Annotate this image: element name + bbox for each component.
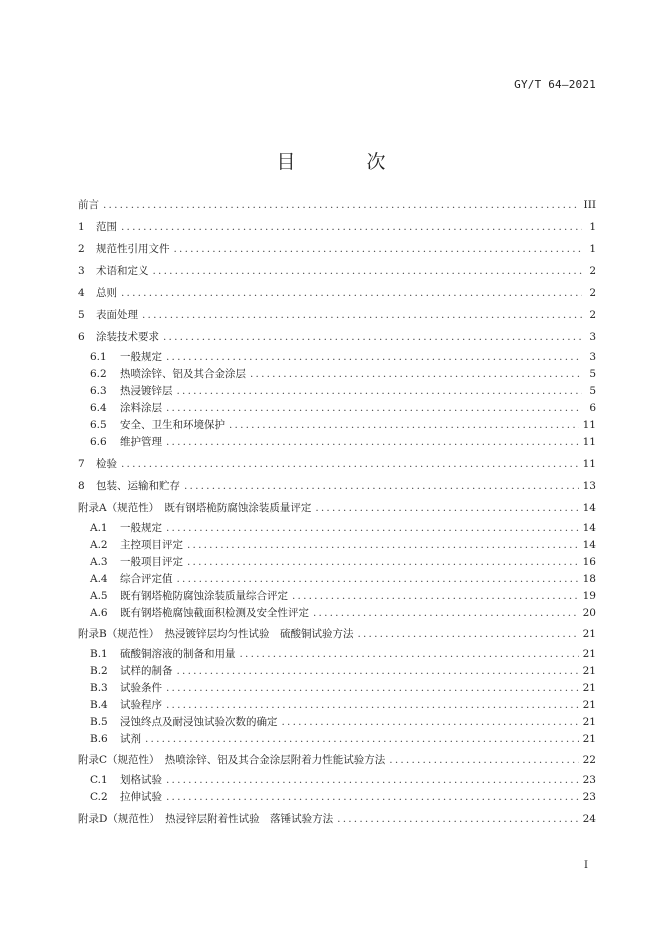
- toc-entry-label: 既有钢塔桅防腐蚀涂装质量综合评定: [120, 590, 288, 602]
- toc-entry[interactable]: [78, 522, 596, 535]
- toc-leader-dots: [337, 813, 578, 826]
- toc-entry-label: 前言: [78, 199, 99, 211]
- toc-leader-dots: [103, 199, 580, 212]
- toc-entry-page: 11: [582, 458, 596, 470]
- toc-entry[interactable]: [78, 480, 596, 493]
- toc-entry-label: 表面处理: [96, 309, 138, 321]
- toc-entry-number: A.6: [90, 607, 108, 619]
- toc-leader-dots: [166, 351, 582, 364]
- toc-entry-number: 7: [78, 458, 85, 470]
- toc-entry-label: 热浸镀锌层: [120, 385, 173, 397]
- toc-entry-number: B.5: [90, 716, 108, 728]
- toc-leader-dots: [315, 502, 578, 515]
- toc-entry-page: 21: [582, 699, 596, 711]
- toc-leader-dots: [357, 628, 578, 641]
- toc-entry-page: 23: [582, 791, 596, 803]
- toc-entry[interactable]: [78, 502, 596, 515]
- toc-entry-number: 5: [78, 309, 85, 321]
- toc-entry-page: 2: [589, 287, 596, 299]
- toc-entry[interactable]: [78, 573, 596, 586]
- toc-entry-page: 5: [589, 368, 596, 380]
- toc-entry-label: 包装、运输和贮存: [96, 480, 180, 492]
- toc-entry-page: 21: [582, 733, 596, 745]
- toc-entry-page: 16: [582, 556, 596, 568]
- toc-entry-label: 范围: [96, 221, 117, 233]
- toc-leader-dots: [166, 522, 579, 535]
- toc-entry[interactable]: [78, 648, 596, 661]
- toc-leader-dots: [177, 665, 579, 678]
- toc-entry-label: 硫酸铜溶液的制备和用量: [120, 648, 236, 660]
- toc-entry-number: 2: [78, 243, 85, 255]
- toc-entry-label: 一般规定: [120, 351, 162, 363]
- toc-entry-label: 浸蚀终点及耐浸蚀试验次数的确定: [120, 716, 278, 728]
- toc-entry-page: 19: [582, 590, 596, 602]
- toc-entry-label: 综合评定值: [120, 573, 173, 585]
- toc-entry[interactable]: [78, 813, 596, 826]
- toc-entry[interactable]: [78, 368, 596, 381]
- toc-leader-dots: [177, 385, 583, 398]
- toc-entry-page: III: [583, 199, 596, 211]
- toc-entry-page: 23: [582, 774, 596, 786]
- toc-entry-label: 试样的制备: [120, 665, 173, 677]
- toc-leader-dots: [177, 573, 579, 586]
- toc-entry-number: B.3: [90, 682, 108, 694]
- toc-entry-page: 20: [582, 607, 596, 619]
- toc-entry-page: 11: [582, 419, 596, 431]
- toc-entry-number: A.3: [90, 556, 108, 568]
- toc-entry-page: 21: [582, 648, 596, 660]
- toc-entry-number: C.1: [90, 774, 108, 786]
- toc-leader-dots: [166, 436, 579, 449]
- toc-entry-page: 1: [589, 221, 596, 233]
- toc-entry-label: 安全、卫生和环境保护: [120, 419, 225, 431]
- toc-entry-label: 附录B（规范性） 热浸镀锌层均匀性试验 硫酸铜试验方法: [78, 628, 354, 640]
- toc-entry-number: 1: [78, 221, 85, 233]
- toc-leader-dots: [153, 265, 583, 278]
- toc-entry-label: 主控项目评定: [120, 539, 183, 551]
- toc-entry-page: 1: [589, 243, 596, 255]
- toc-entry-page: 13: [582, 480, 596, 492]
- toc-entry-page: 3: [589, 331, 596, 343]
- toc-entry[interactable]: [78, 699, 596, 712]
- toc-leader-dots: [121, 287, 582, 300]
- toc-entry-label: 检验: [96, 458, 117, 470]
- toc-leader-dots: [313, 607, 579, 620]
- toc-entry[interactable]: [78, 436, 596, 449]
- toc-entry-label: 拉伸试验: [120, 791, 162, 803]
- toc-entry[interactable]: [78, 791, 596, 804]
- toc-leader-dots: [187, 539, 579, 552]
- toc-entry-label: 划格试验: [120, 774, 162, 786]
- toc-entry-label: 一般项目评定: [120, 556, 183, 568]
- toc-entry-page: 2: [589, 265, 596, 277]
- toc-entry[interactable]: [78, 221, 596, 234]
- toc-entry[interactable]: [78, 458, 596, 471]
- toc-entry-label: 规范性引用文件: [96, 243, 170, 255]
- toc-entry-label: 试剂: [120, 733, 141, 745]
- toc-entry-number: A.5: [90, 590, 108, 602]
- toc-entry[interactable]: [78, 682, 596, 695]
- toc-entry[interactable]: [78, 774, 596, 787]
- toc-entry-number: 6.4: [90, 402, 107, 414]
- toc-entry[interactable]: [78, 556, 596, 569]
- toc-leader-dots: [250, 368, 582, 381]
- toc-entry[interactable]: [78, 351, 596, 364]
- toc-entry[interactable]: [78, 385, 596, 398]
- toc-entry-label: 总则: [96, 287, 117, 299]
- toc-entry-page: 21: [582, 716, 596, 728]
- table-of-contents: [78, 199, 596, 826]
- toc-entry-label: 术语和定义: [96, 265, 149, 277]
- toc-entry[interactable]: [78, 665, 596, 678]
- toc-entry-number: 8: [78, 480, 85, 492]
- toc-entry-number: B.4: [90, 699, 108, 711]
- toc-entry[interactable]: [78, 733, 596, 746]
- toc-entry[interactable]: [78, 199, 596, 212]
- toc-entry-label: 涂装技术要求: [96, 331, 159, 343]
- toc-entry-label: 热喷涂锌、铝及其合金涂层: [120, 368, 246, 380]
- toc-entry[interactable]: [78, 402, 596, 415]
- toc-entry-label: 维护管理: [120, 436, 162, 448]
- toc-leader-dots: [163, 331, 582, 344]
- toc-entry[interactable]: [78, 309, 596, 322]
- toc-entry-page: 6: [589, 402, 596, 414]
- toc-leader-dots: [166, 699, 579, 712]
- toc-leader-dots: [121, 221, 582, 234]
- toc-entry-page: 21: [582, 665, 596, 677]
- toc-leader-dots: [187, 556, 579, 569]
- toc-entry-page: 21: [582, 682, 596, 694]
- toc-entry-number: B.6: [90, 733, 108, 745]
- toc-entry[interactable]: [78, 287, 596, 300]
- toc-entry-number: B.2: [90, 665, 108, 677]
- toc-entry[interactable]: [78, 331, 596, 344]
- toc-leader-dots: [229, 419, 579, 432]
- toc-entry-number: C.2: [90, 791, 108, 803]
- toc-entry-number: 6: [78, 331, 85, 343]
- toc-leader-dots: [121, 458, 579, 471]
- toc-leader-dots: [240, 648, 579, 661]
- toc-entry-page: 22: [582, 754, 596, 766]
- toc-entry-page: 14: [582, 539, 596, 551]
- toc-entry-label: 试验程序: [120, 699, 162, 711]
- toc-entry-number: 4: [78, 287, 85, 299]
- toc-entry[interactable]: [78, 607, 596, 620]
- toc-entry-page: 18: [582, 573, 596, 585]
- toc-entry[interactable]: [78, 754, 596, 767]
- toc-entry-number: A.2: [90, 539, 108, 551]
- toc-entry-number: A.4: [90, 573, 108, 585]
- toc-leader-dots: [174, 243, 583, 256]
- toc-leader-dots: [184, 480, 579, 493]
- toc-entry-page: 14: [582, 502, 596, 514]
- toc-entry[interactable]: [78, 628, 596, 641]
- toc-entry[interactable]: [78, 419, 596, 432]
- toc-entry-label: 附录C（规范性） 热喷涂锌、铝及其合金涂层附着力性能试验方法: [78, 754, 386, 766]
- toc-entry[interactable]: [78, 265, 596, 278]
- toc-leader-dots: [166, 682, 579, 695]
- toc-entry-number: A.1: [90, 522, 108, 534]
- toc-entry-label: 附录D（规范性） 热浸锌层附着性试验 落锤试验方法: [78, 813, 334, 825]
- toc-leader-dots: [166, 774, 579, 787]
- toc-leader-dots: [142, 309, 582, 322]
- toc-entry-page: 21: [582, 628, 596, 640]
- toc-leader-dots: [145, 733, 579, 746]
- toc-entry-page: 24: [582, 813, 596, 825]
- toc-entry-number: 6.2: [90, 368, 107, 380]
- toc-leader-dots: [282, 716, 579, 729]
- toc-leader-dots: [389, 754, 578, 767]
- page-number: I: [584, 860, 588, 871]
- toc-entry-number: 6.5: [90, 419, 107, 431]
- toc-leader-dots: [166, 791, 579, 804]
- toc-leader-dots: [292, 590, 579, 603]
- toc-entry-label: 试验条件: [120, 682, 162, 694]
- toc-entry-page: 3: [589, 351, 596, 363]
- toc-entry-page: 5: [589, 385, 596, 397]
- toc-entry[interactable]: [78, 539, 596, 552]
- toc-entry-page: 14: [582, 522, 596, 534]
- toc-entry[interactable]: [78, 590, 596, 603]
- toc-leader-dots: [166, 402, 582, 415]
- toc-entry-page: 2: [589, 309, 596, 321]
- toc-entry-label: 附录A（规范性） 既有钢塔桅防腐蚀涂装质量评定: [78, 502, 312, 514]
- toc-entry-number: 6.1: [90, 351, 107, 363]
- toc-entry-number: 6.3: [90, 385, 107, 397]
- toc-entry-number: 3: [78, 265, 85, 277]
- toc-entry-page: 11: [582, 436, 596, 448]
- toc-entry-label: 一般规定: [120, 522, 162, 534]
- standard-code: GY/T 64—2021: [514, 78, 596, 91]
- page-title: 目 次: [276, 151, 412, 173]
- toc-entry-label: 涂料涂层: [120, 402, 162, 414]
- toc-entry-number: 6.6: [90, 436, 107, 448]
- toc-entry[interactable]: [78, 716, 596, 729]
- toc-entry-number: B.1: [90, 648, 108, 660]
- toc-entry[interactable]: [78, 243, 596, 256]
- toc-entry-label: 既有钢塔桅腐蚀截面积检测及安全性评定: [120, 607, 309, 619]
